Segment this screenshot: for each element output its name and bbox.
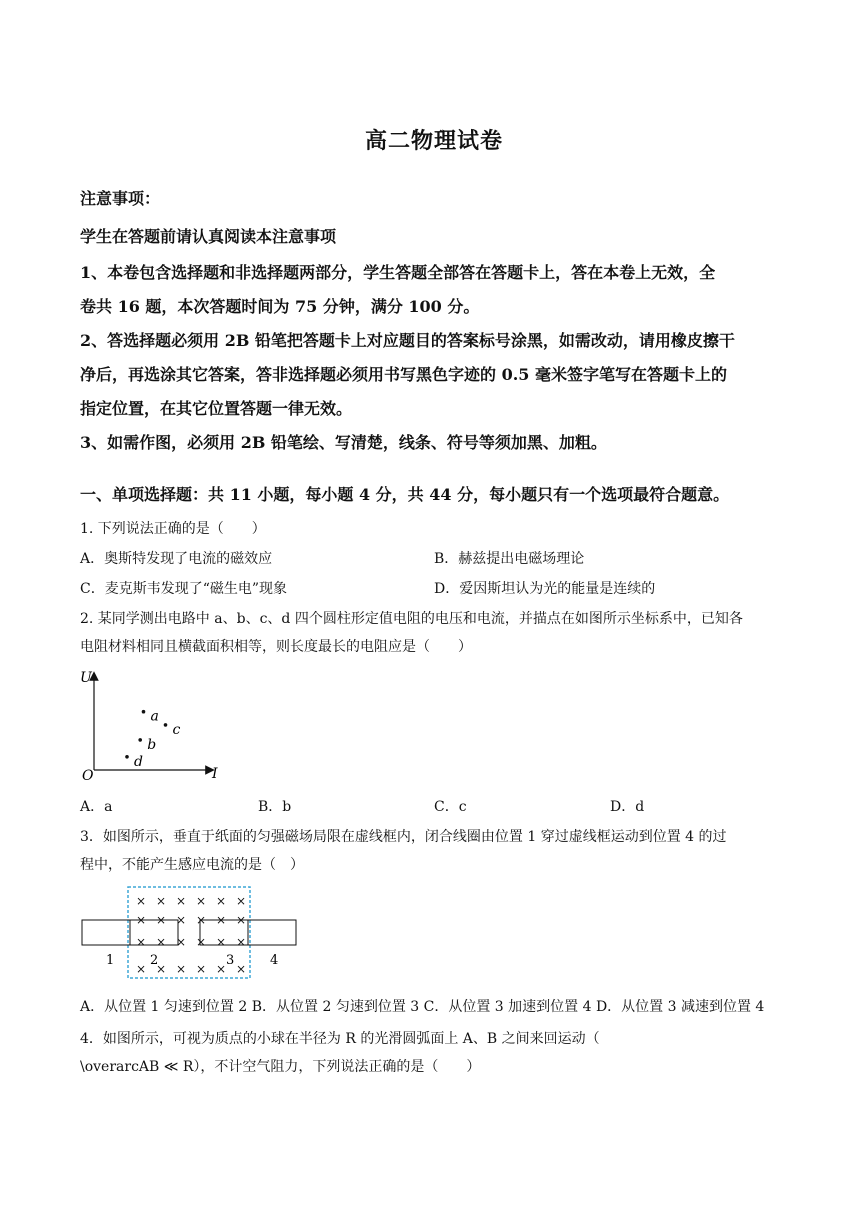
- field-mark: ×: [216, 913, 227, 927]
- q1-option-d: D．爱因斯坦认为光的能量是连续的: [434, 581, 656, 597]
- field-mark: ×: [136, 913, 147, 927]
- q1-stem: 1. 下列说法正确的是（ ）: [80, 521, 266, 537]
- q1-option-a: A．奥斯特发现了电流的磁效应: [80, 551, 273, 567]
- position-2-label: 2: [150, 953, 159, 968]
- position-1-label: 1: [106, 953, 115, 968]
- q2-stem-line-1: 2. 某同学测出电路中 a、b、c、d 四个圆柱形定值电阻的电压和电流，并描点在如图所示坐标系中，已知各: [80, 611, 743, 627]
- q2-option-c: C．c: [434, 799, 467, 815]
- point-label-c: c: [172, 721, 181, 738]
- field-mark: ×: [136, 962, 147, 976]
- field-mark: ×: [236, 913, 247, 927]
- position-4-label: 4: [270, 953, 279, 968]
- q1-option-c: C．麦克斯韦发现了“磁生电”现象: [80, 581, 288, 597]
- field-mark: ×: [156, 962, 167, 976]
- point-c: [164, 723, 168, 727]
- point-b: [138, 738, 142, 742]
- notice-item-1-line-1: 1、本卷包含选择题和非选择题两部分，学生答题全部答在答题卡上，答在本卷上无效，全: [80, 263, 716, 282]
- notice-item-2-line-2: 净后，再选涂其它答案，答非选择题必须用书写黑色字迹的 0.5 毫米签字笔写在答题卡上的: [80, 365, 727, 384]
- q2-ui-graph: [76, 664, 236, 786]
- field-mark: ×: [196, 962, 207, 976]
- coil-position-1: [82, 920, 130, 945]
- field-mark: ×: [236, 962, 247, 976]
- field-mark: ×: [156, 913, 167, 927]
- q3-stem-line-1: 3．如图所示，垂直于纸面的匀强磁场局限在虚线框内，闭合线圈由位置 1 穿过虚线框运动到位置 4 的过: [80, 829, 727, 845]
- q2-stem-line-2: 电阻材料相同且横截面积相等，则长度最长的电阻应是（ ）: [80, 639, 472, 655]
- field-mark: ×: [196, 913, 207, 927]
- coil-position-4: [248, 920, 296, 945]
- q4-stem-line-2: \overarcAB ≪ R），不计空气阻力，下列说法正确的是（ ）: [80, 1059, 481, 1075]
- page-title: 高二物理试卷: [364, 128, 503, 154]
- field-mark: ×: [236, 935, 247, 949]
- field-mark: ×: [216, 962, 227, 976]
- q2-option-b: B．b: [258, 799, 292, 815]
- point-a: [142, 710, 146, 714]
- field-mark: ×: [196, 894, 207, 908]
- origin-label: O: [82, 768, 94, 784]
- point-label-a: a: [150, 708, 159, 725]
- q2-points: [125, 709, 180, 770]
- point-label-b: b: [147, 736, 157, 753]
- field-mark: ×: [176, 962, 187, 976]
- field-mark: ×: [236, 894, 247, 908]
- q2-option-a: A．a: [80, 799, 113, 815]
- field-mark: ×: [216, 894, 227, 908]
- field-mark: ×: [176, 935, 187, 949]
- notice-intro: 学生在答题前请认真阅读本注意事项: [80, 227, 337, 246]
- field-mark: ×: [216, 935, 227, 949]
- notice-item-3: 3、如需作图，必须用 2B 铅笔绘、写清楚，线条、符号等须加黑、加粗。: [80, 433, 607, 452]
- notice-item-1-line-2: 卷共 16 题，本次答题时间为 75 分钟，满分 100 分。: [80, 297, 480, 316]
- i-axis-label: I: [212, 766, 218, 782]
- field-mark: ×: [136, 894, 147, 908]
- q3-stem-line-2: 程中，不能产生感应电流的是（ ）: [80, 857, 304, 873]
- field-mark: ×: [196, 935, 207, 949]
- notice-heading: 注意事项：: [80, 189, 161, 208]
- notice-item-2-line-1: 2、答选择题必须用 2B 铅笔把答题卡上对应题目的答案标号涂黑，如需改动，请用橡皮擦干: [80, 331, 735, 350]
- point-d: [125, 755, 129, 759]
- field-mark: ×: [176, 913, 187, 927]
- field-mark: ×: [136, 935, 147, 949]
- q3-field-figure: [80, 884, 300, 980]
- field-mark: ×: [156, 894, 167, 908]
- position-3-label: 3: [226, 953, 235, 968]
- q2-option-d: D．d: [610, 799, 645, 815]
- q3-options: A．从位置 1 匀速到位置 2 B．从位置 2 匀速到位置 3 C．从位置 3 加速到位置 4 D．从位置 3 减速到位置 4: [80, 999, 765, 1015]
- u-axis-label: U: [80, 670, 92, 686]
- q4-stem-line-1: 4．如图所示，可视为质点的小球在半径为 R 的光滑圆弧面上 A、B 之间来回运动（: [80, 1031, 600, 1047]
- point-label-d: d: [134, 753, 143, 770]
- notice-item-2-line-3: 指定位置，在其它位置答题一律无效。: [80, 399, 353, 418]
- field-mark: ×: [156, 935, 167, 949]
- field-mark: ×: [176, 894, 187, 908]
- section-1-heading: 一、单项选择题：共 11 小题，每小题 4 分，共 44 分，每小题只有一个选项最符合题意。: [80, 485, 730, 504]
- q1-option-b: B．赫兹提出电磁场理论: [434, 551, 585, 567]
